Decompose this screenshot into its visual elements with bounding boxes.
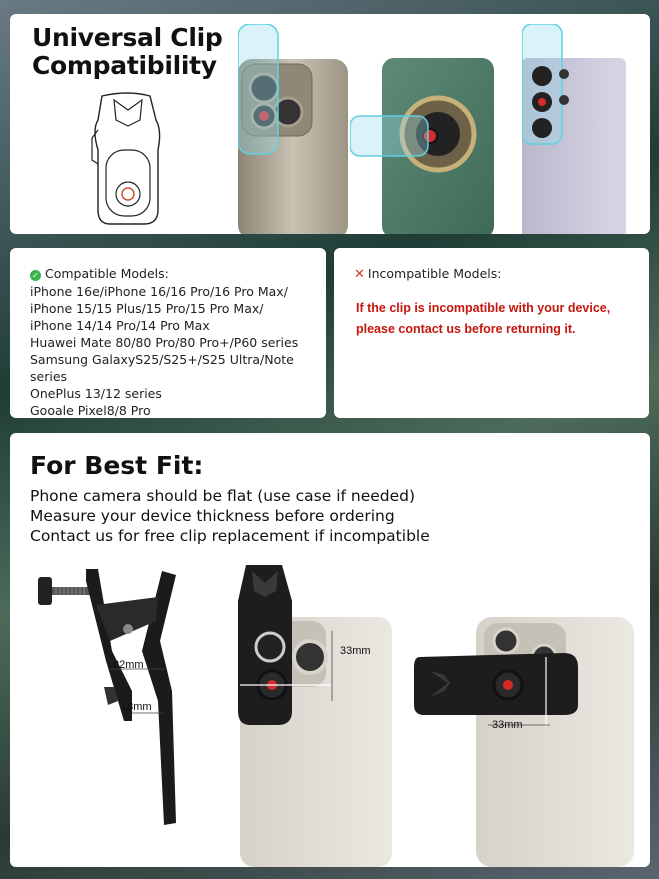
clip-gap-label: 18mm [121, 701, 152, 713]
cross-icon: ✕ [354, 267, 365, 282]
list-item: Contact us for free clip replacement if incompatible [30, 527, 430, 545]
incompatible-heading-text: Incompatible Models: [367, 266, 502, 281]
clip-outline-drawing [88, 90, 168, 230]
list-item: Measure your device thickness before ordering [30, 507, 395, 525]
compatibility-banner [10, 14, 650, 234]
list-item: OnePlus 13/12 series [30, 386, 162, 401]
best-fit-panel [10, 433, 650, 867]
list-item: Phone camera should be flat (use case if needed) [30, 487, 416, 505]
list-item: Gooale Pixel8/8 Pro [30, 403, 151, 418]
compatible-models-panel [10, 248, 326, 418]
vertical-fit-label: 33mm [340, 645, 371, 657]
title-line-2: Compatibility [32, 51, 217, 80]
best-fit-tips [30, 486, 430, 546]
phone-image-iphone [238, 24, 358, 234]
phone-image-samsung [522, 24, 632, 234]
incompatible-heading [354, 266, 502, 282]
page-title [32, 24, 222, 80]
compatible-heading [30, 266, 169, 281]
list-item: Huawei Mate 80/80 Pro/80 Pro+/P60 series [30, 335, 299, 350]
phone-image-huawei [350, 58, 510, 234]
compatible-heading-text: Compatible Models: [45, 266, 169, 281]
horizontal-fit-label: 33mm [492, 719, 523, 731]
list-item: iPhone 16e/iPhone 16/16 Pro/16 Pro Max/ [30, 284, 288, 299]
title-line-1: Universal Clip [32, 23, 223, 52]
check-circle-icon: ✓ [30, 270, 41, 281]
phone-vertical-clip-image [232, 561, 392, 867]
phone-horizontal-clip-image [414, 617, 636, 867]
list-item: iPhone 14/14 Pro/14 Pro Max [30, 318, 210, 333]
list-item: Samsung GalaxyS25/S25+/S25 Ultra/Note series [30, 352, 294, 384]
compatible-models-list [30, 283, 326, 418]
incompatible-message: If the clip is incompatible with your device, please contact us before returning it. [356, 301, 611, 336]
clip-side-view-image [32, 561, 222, 831]
incompatible-models-panel [334, 248, 649, 418]
list-item: iPhone 15/15 Plus/15 Pro/15 Pro Max/ [30, 301, 264, 316]
clip-width-label: 22mm [113, 659, 144, 671]
best-fit-title: For Best Fit: [30, 451, 204, 480]
